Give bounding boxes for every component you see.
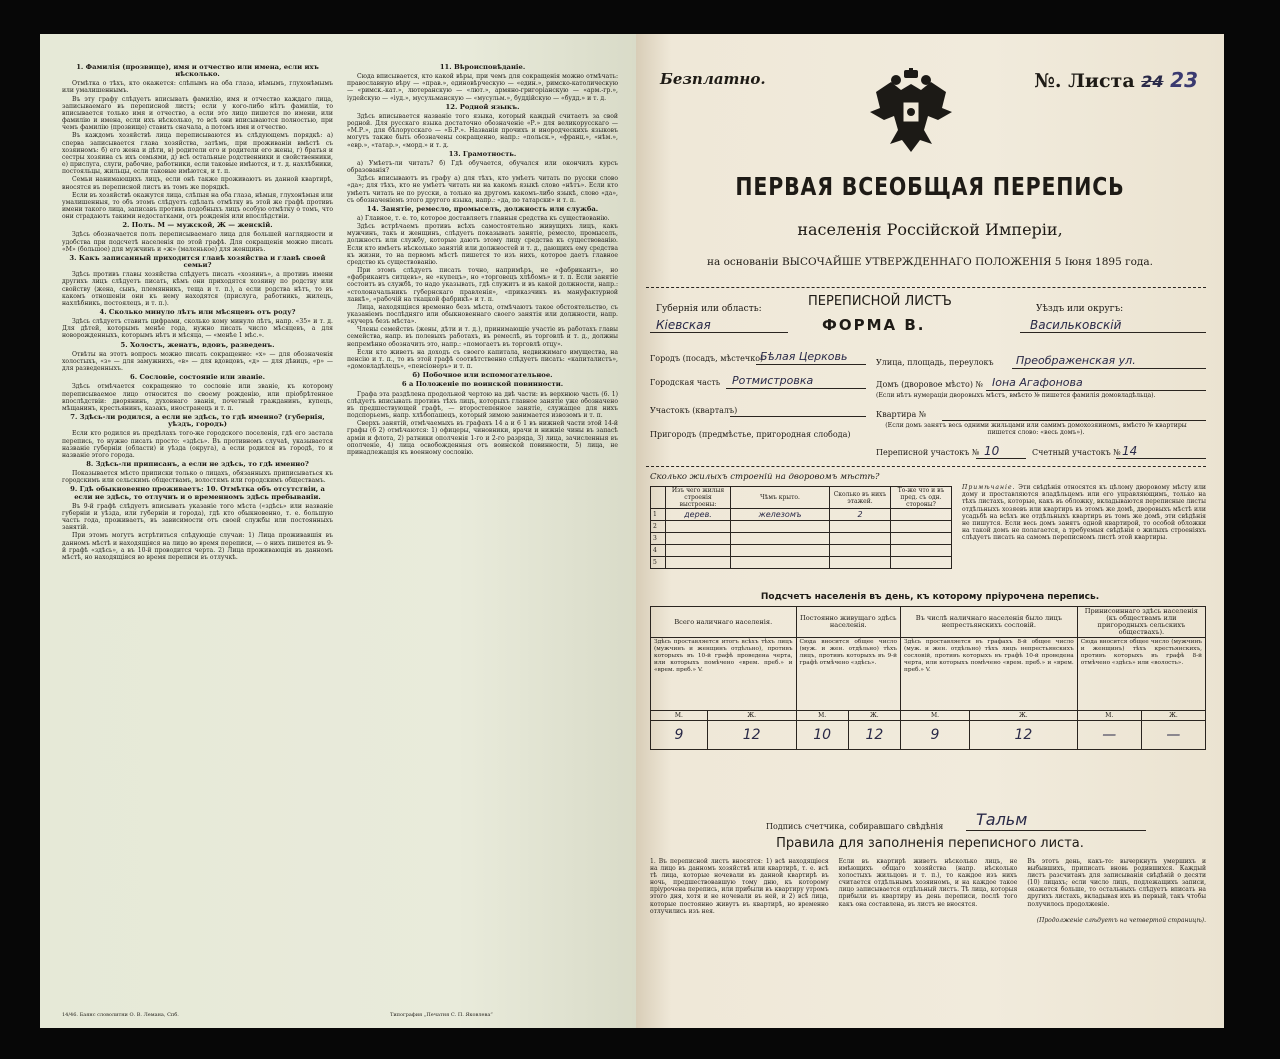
population-sex-cell: Ж. [970,711,1078,721]
chast-value: Ротмистровка [732,374,814,387]
population-notes-cell: Сюда вносится общее число (мужчинъ и женщинъ) тѣхъ крестьянскихъ, противъ которыхъ въ графѣ 8-й отмѣчено «здѣсь» или «волость». [1077,638,1205,711]
instruction-paragraph: Здѣсь вписывается названіе того языка, который каждый считаетъ за свой родной. Для русскаго языка достаточно обозначеніе «Р.» для великорусскаго — «М.Р.», для бѣлорусскаго — «Б.Р.». Названія прочихъ и инородческихъ языковъ могутъ также быть обозначены сокращенно, напр.: «польск.», «франц.», «нѣм.», «евр.», «татар.», «морд.» и т. д. [347,112,618,149]
instruction-heading: 6. Сословіе, состояніе или званіе. [129,373,265,382]
kvartira-line [942,420,1206,421]
instruction-heading: 14. Занятіе, ремесло, промыселъ, должность или служба. [366,204,599,213]
gorod-line [756,364,866,365]
population-heading: Подсчетъ населенія въ день, къ которому пріурочена перепись. [760,592,1100,602]
population-sex-cell: М. [1077,711,1141,721]
population-sex-cell: Ж. [848,711,900,721]
uchastok-line [730,416,866,417]
uezd-label: Уѣздъ или округъ: [1036,304,1124,314]
instructions-column-2 [347,62,618,992]
form-header-divider [646,287,1206,288]
population-headers-cell: Постоянно живущаго здѣсь населенія. [796,607,900,638]
instruction-paragraph: Въ каждомъ хозяйствѣ лица переписываются въ слѣдующемъ порядкѣ: а) сперва записывается глава хозяйства, затѣмъ, при проживаніи вмѣстѣ съ хозяиномъ: б) его жена и дѣти, в) родители его и родители его жены, г) братья и сестры хозяина съ ихъ семьями, д) всѣ остальные родственники и свойственники, е) прислуга, слуги, рабочие, работники, если таковые имѣются, и т. д. нахлѣбники, постояльцы, жильцы, если таковые имѣются, и т. п. [62,132,333,176]
buildings-cell-material [666,545,731,557]
population-values-cell: 9 [651,721,708,750]
instruction-paragraph: Здѣсь вписываютъ въ графу а) для тѣхъ, кто умѣетъ читать по русски слово «да»; для тѣхъ, кто не умѣетъ читать ни на какомъ языкѣ слово «нѣтъ». Если кто умѣетъ читать не по русски, а только на другомъ какомъ-либо языкѣ, слово «да», съ обозначеніемъ этого другого языка, напр.: «да, по татарски» и т. п. [347,175,618,204]
ulitsa-value: Преображенская ул. [1016,354,1136,367]
census-subtitle: населенія Россійской Имперіи, [797,220,1063,239]
population-sex-cell: М. [901,711,970,721]
buildings-row [651,509,952,521]
rules-text [650,858,1206,924]
population-headers-cell: Принисоиннаго здѣсь населенія (къ обществамъ или пригородныхъ сельскихъ обществахъ). [1077,607,1205,638]
buildings-row [651,521,952,533]
guberniya-value: Кіевская [656,318,711,332]
buildings-cell-floors [830,533,891,545]
kvartira-note: (Если домъ занятъ весь одними жильцами или самимъ домохозяиномъ, вмѣсто № квартиры пишется слово: «весь домъ»). [885,422,1187,436]
population-headers-row [651,607,1206,638]
buildings-cell-extra [891,557,952,569]
ulitsa-line [1012,368,1206,369]
buildings-cell-floors: 2 [830,509,891,521]
buildings-row [651,533,952,545]
instruction-paragraph: Члены семействъ (жены, дѣти и т. д.), принимающіе участіе въ работахъ главы семейства, напр. въ полевыхъ работахъ, въ ремеслѣ, въ торговлѣ и т. д., должны непремѣнно обозначить это, напр.: «помогаетъ въ торговлѣ отцу». [347,326,618,348]
buildings-cell-n: 5 [651,557,666,569]
instruction-paragraph: Въ эту графу слѣдуетъ вписывать фамилію, имя и отчество каждаго лица, записываемаго въ переписной листъ; если у кого-либо нѣтъ фамиліи, то вписывается только имя и отчество, а если это лицо пишется по имени, или фамилію и имена, если ихъ нѣсколько, то всѣ они вписываются полностью, при чемъ фамилію (прозвище) ставить сначала, а потомъ имя и отчество. [62,95,333,132]
instruction-heading: 2. Полъ. М — мужской, Ж — женскій. [122,221,273,230]
gorod-value: Бѣлая Церковь [760,350,848,363]
buildings-note: Примѣчаніе. Эти свѣдѣнія относятся къ цѣлому дворовому мѣсту или дому и проставляются владѣльцемъ или его управляющимъ, только на тѣхъ листахъ, которые, какъ въ обложку, вкладываются переписные листы отдѣльныхъ хозяевъ или квартиръ въ этомъ же домѣ, дворовыхъ мѣстѣ или усадьбѣ на всѣхъ же отдѣльныхъ квартиръ въ томъ же домѣ, эти свѣдѣнія не пишутся. Если весь домъ занятъ одной квартирой, то особой обложки на такой домъ не полагается, а требуемыя свѣдѣнія о жилыхъ строеніяхъ слѣдуетъ писать на самомъ переписномъ листѣ этой квартиры. [962,484,1206,542]
instruction-paragraph: При этомъ могутъ встрѣтиться слѣдующіе случаи: 1) Лица проживавшія въ данномъ мѣстѣ и находящіяся на лицо во время переписи, — о нихъ пишется въ 9-й графѣ «здѣсь», а въ 10-й проводится черта. 2) Лица проживающія въ данномъ мѣстѣ, но находящіяся во время переписи въ отлучкѣ. [62,532,333,561]
instruction-paragraph: Если въ хозяйствѣ окажутся лица, слѣпыя на оба глаза, нѣмыя, глухонѣмыя или умалишенныя, то объ этомъ слѣдуетъ сдѣлать отмѣтку въ этой же графѣ противъ имени такого лица, записавъ противъ подобныхъ лицъ особую отмѣтку о томъ, что они страдаютъ такими недостатками, отъ рожденія или впослѣдствіи. [62,191,333,221]
printing-house-credit: Типография „Печатня С. П. Яковлева“ [390,1012,493,1018]
schetny-uchastok-label: Счетный участокъ № [1032,448,1121,457]
rules-continued: (Продолженіе слѣдуетъ на четвертой страницѣ). [1036,916,1206,924]
instruction-paragraph: Здѣсь противъ главы хозяйства слѣдуетъ писать «хозяинъ», а противъ имени другихъ лицъ слѣдуетъ писать, кѣмъ они приходятся хозяину по родству или свойству (жена, сынъ, племянникъ, теща и т. п.), а если родства нѣтъ, то въ какомъ отношеніи они къ нему находятся (прислуга, работникъ, жилецъ, нахлѣбникъ, постоялецъ, и т. п.). [62,271,333,307]
form-title: ПЕРЕПИСНОЙ ЛИСТЪ [808,294,952,309]
instruction-paragraph: Отмѣтка о тѣхъ, кто окажется: слѣпымъ на оба глаза, нѣмымъ, глухонѣмымъ или умалишеннымъ. [62,80,333,95]
instruction-paragraph: Графа эта раздѣлена продольной чертою на двѣ части: въ верхнюю часть (6. 1) слѣдуетъ вписывать противъ тѣхъ лицъ, которыхъ главное занятіе уже обозначено въ предшествующей графѣ, — второстепенное занятіе, служащее для нихъ подспорьемъ, напр. хлѣбопашецъ, который зимою занимается извозомъ и т. п. [347,390,618,420]
instruction-heading: 4. Сколько минуло лѣтъ или мѣсяцевъ отъ роду? [99,308,296,316]
census-form-page [636,34,1224,1028]
instruction-paragraph: Сверхъ занятій, отмѣчаемыхъ въ графахъ 14 а и 6 1 въ нижней части этой 14-й графы (6 2) отмѣчаются: 1) офицеры, чиновники, врачи и нижніе чины въ запасѣ армiи и флота, 2) ратники ополченія 1-го и 2-го разряда, 3) лица, зачисленныя въ ополченіе, 4) лица освобожденныя отъ воинской повинности, 5) лица, не принадлежащія къ военному сословію. [347,420,618,456]
instruction-heading: 11. Вѣроисповѣданіе. [439,63,526,71]
buildings-cell-floors [830,545,891,557]
instruction-paragraph: Если кто родился въ предѣлахъ того-же городского поселенія, гдѣ его застала перепись, то нужно писать просто: «здѣсь». Въ противномъ случаѣ, указывается названіе губерніи (области) и уѣзда (округа), а если родился въ городѣ, то и названіе этого города. [62,430,333,459]
rules-title: Правила для заполненія переписного листа. [776,836,1084,851]
instruction-heading: 7. Здѣсь-ли родился, а если не здѣсь, то гдѣ именно? (губернія, уѣздъ, городъ) [70,413,325,429]
imperial-eagle-emblem [866,68,956,154]
form-letter: ФОРМА В. [822,316,926,334]
rules-column: Если въ квартирѣ живетъ нѣсколько лицъ, не имѣющихъ общаго хозяйства (напр. нѣсколько холостыхъ жильцовъ и т. п.), то каждое изъ нихъ считается отдѣльнымъ хозяиномъ, и на каждое такое лицо записывается отдѣльный листъ. Тѣ лица, которыя прибыли въ квартиру въ день переписи, послѣ того какъ она составлена, въ листъ не вносятся. [838,858,1018,908]
population-sex-cell: Ж. [1141,711,1205,721]
rules-column: 1. Въ переписной листъ вносятся: 1) всѣ находящіеся на лицо въ данномъ хозяйствѣ или квартирѣ, т. е. всѣ тѣ лица, которые ночевали въ данной квартирѣ въ ночь, предшествовавшую тому дню, къ которому пріурочена перепись, или прибыли въ квартиру утромъ этого дня, хотя и не ночевали въ ней, и 2) всѣ лица, которые постоянно живутъ въ квартирѣ, но временно отлучились изъ нея. [650,858,829,915]
printer-credit: 14/46. Баянс словолитни О. В. Лемана, Спб. [62,1012,179,1018]
legal-basis: на основаніи ВЫСОЧАЙШЕ УТВЕРЖДЕННАГО ПОЛОЖЕНІЯ 5 Іюня 1895 года. [706,256,1153,268]
population-sex-cell: М. [651,711,708,721]
census-title: ПЕРВАЯ ВСЕОБЩАЯ ПЕРЕПИСЬ [735,172,1125,201]
kvartira-label: Квартира № [876,410,927,419]
instruction-heading: 1. Фамилія (прозвище), имя и отчество или имена, если ихъ нѣсколько. [76,63,319,79]
instruction-paragraph: Сюда вписывается, кто какой вѣры, при чемъ для сокращенія можно отмѣчать: православную вѣру — «прав.», единовѣрческую — «един.», римско-католическую — «римск.-кат.», лютеранскую — «лют.», армяно-григоріанскую — «арм.-гр.», іудейскую — «іуд.», мусульманскую — «мусульм.», буддійскую — «будд.» и т. д. [347,73,618,102]
free-label: Безплатно. [660,70,766,88]
buildings-cell-n: 3 [651,533,666,545]
instruction-paragraph: а) Умѣетъ-ли читать? б) Гдѣ обучается, обучался или окончилъ курсъ образованія? [347,159,618,175]
population-values-cell: 12 [707,721,796,750]
population-notes-cell: Здѣсь проставляется итогъ всѣхъ тѣхъ лицъ (мужчинъ и женщинъ отдѣльно), противъ которыхъ въ 10-й графѣ проведена черта, или которыхъ помѣчено «врем. преб.» и «врем. преб.» V. [651,638,797,711]
population-values-cell: 12 [848,721,900,750]
population-values-cell: — [1077,721,1141,750]
left-page-instructions [40,34,636,1028]
instructions-column-1 [62,62,333,992]
chast-label: Городская часть [650,378,721,387]
buildings-row [651,545,952,557]
schetny-uchastok-value: 14 [1122,444,1138,458]
population-notes-cell: Сюда вносится общее число (муж. и жен. отдѣльно) тѣхъ лицъ, противъ которыхъ въ 9-й графѣ отмѣчено «здѣсь». [796,638,900,711]
instruction-paragraph: Въ 9-й графѣ слѣдуетъ вписывать указаніе того мѣста («здѣсь» или названіе губерніи и уѣзда, или губерніи и города), гдѣ кто обыкновенно, т. е. большую часть года, проживаетъ, въ зависимости отъ своей службы или постоянныхъ занятій. [62,502,333,532]
rules-column: Въ этотъ день, какъ-то: вычеркнуть умершихъ и выбывшихъ, приписать вновь родившихся. Каждый листъ разсчитанъ для записыванія свѣдѣній о десяти (10) лицахъ; если число лицъ, подлежащихъ записи, окажется больше, то остальныхъ слѣдуетъ вписать на другихъ листахъ, вкладывая ихъ въ первый, такъ чтобы получилось продолженіе. [1027,858,1207,908]
buildings-cell-floors [830,521,891,533]
instruction-paragraph: а) Главное, т. е. то, которое доставляетъ главныя средства къ существованію. [357,214,610,222]
dom-value: Іона Агафонова [992,376,1083,389]
counter-signature: Тальм [976,810,1028,829]
buildings-header-roof: Чѣмъ крыто. [731,487,830,509]
ulitsa-label: Улица, площадь, переулокъ [876,358,994,367]
perepisnoy-uchastok-label: Переписной участокъ № [876,448,980,457]
instruction-heading: 9. Гдѣ обыкновенно проживаетъ: 10. Отмѣтка объ отсутствіи, а если не здѣсь, то отлучнъ и о временномъ здѣсь пребываніи. [70,485,325,501]
buildings-cell-material: дерев. [666,509,731,521]
dom-label: Домъ (дворовое мѣсто) № [876,380,984,389]
instruction-heading: 5. Холостъ, женатъ, вдовъ, разведенъ. [120,340,275,349]
schetny-uchastok-line [1116,458,1206,459]
population-table [650,606,1206,750]
buildings-cell-material [666,557,731,569]
chast-line [726,388,866,389]
buildings-cell-extra [891,533,952,545]
dom-line [986,390,1206,391]
instruction-paragraph: Семьи нанимающихъ лицъ, если онѣ также проживаютъ въ данной квартирѣ, вносятся въ переписной листъ въ томъ же порядкѣ. [62,176,333,191]
perepisnoy-uchastok-value: 10 [984,444,1000,458]
gorod-label: Городъ (посадъ, мѣстечко) [650,354,764,363]
uchastok-label: Участокъ (кварталъ) [650,406,738,415]
population-notes-row [651,638,1206,711]
buildings-heading: Сколько жилыхъ строеній на дворовомъ мѣстѣ? [650,472,880,482]
buildings-cell-roof [731,521,830,533]
instruction-heading: 3. Какъ записанный приходится главѣ хозяйства и главѣ своей семьи? [69,253,326,270]
instruction-paragraph: Отвѣты на этотъ вопросъ можно писать сокращенно: «х» — для обозначенія холостыхъ, «з» — для замужнихъ, «в» — для вдовцовъ, «д» — для дѣвицъ, «р» — для разведенныхъ. [62,350,333,373]
signature-line [966,830,1146,831]
buildings-cell-roof: железомъ [731,509,830,521]
instruction-paragraph: Если кто живетъ на доходъ съ своего капитала, недвижимаго имущества, на пенсію и т. п., то въ этой графѣ соотвѣтственно слѣдуетъ писать: «капиталистъ», «домовладѣлецъ», «пенсіонеръ» и т. п. [347,348,618,371]
instruction-paragraph: Здѣсь отмѣчается сокращенно то сословіе или званіе, къ которому переписываемое лицо относится по своему рожденію, или пріобрѣтенное впослѣдствіи: дворянинъ, духовнаго званія, почетный гражданинъ, купецъ, мѣщанинъ, крестьянинъ, казакъ, иностранецъ и т. п. [62,383,333,412]
dom-note: (Если нѣтъ нумераціи дворовыхъ мѣстъ, вмѣсто № пишется фамилія домовладѣльца). [876,392,1156,399]
buildings-header-floors: Сколько въ нихъ этажей. [830,487,891,509]
buildings-header-material: Изъ чего жилыя строенія выстроены: [666,487,731,509]
buildings-cell-material [666,533,731,545]
buildings-cell-n: 1 [651,509,666,521]
buildings-row [651,557,952,569]
instruction-heading: 6 а Положеніе по воинской повинности. [401,380,564,389]
sheet-number-corrected: 23 [1170,68,1198,92]
instruction-heading: б) Побочное или вспомогательное. [412,371,553,380]
buildings-cell-extra [891,509,952,521]
population-sex-cell: Ж. [707,711,796,721]
perepisnoy-uchastok-line [976,458,1026,459]
population-values-row [651,721,1206,750]
instruction-heading: 8. Здѣсь-ли приписанъ, а если не здѣсь, то гдѣ именно? [86,459,309,468]
instruction-heading: 13. Грамотность. [448,149,517,158]
address-divider [646,466,1206,467]
population-notes-cell: Здѣсь проставляется въ графахъ 8-й общее число (муж. и жен. отдѣльно) тѣхъ лицъ непрестьянскихъ сословій, противъ которыхъ въ графѣ 10-й проведена черта, или которыхъ помѣчено «врем. преб.» и «врем. преб.» V. [901,638,1078,711]
buildings-cell-n: 4 [651,545,666,557]
buildings-cell-n: 2 [651,521,666,533]
population-sex-row [651,711,1206,721]
buildings-cell-floors [830,557,891,569]
prigorod-label: Пригородъ (предмѣстье, пригородная слобода) [650,430,851,439]
buildings-table [650,486,952,569]
population-sex-cell: М. [796,711,848,721]
buildings-header-row [651,487,952,509]
buildings-cell-extra [891,545,952,557]
instruction-paragraph: Здѣсь обозначается полъ переписываемаго лица для большей наглядности и удобства при подсчетѣ населенія по этой графѣ. Для сокращенія можно писать «М» (большое) для мужчинъ и «ж» (маленькое) для женщинъ. [62,231,333,253]
instruction-paragraph: Здѣсь слѣдуетъ ставить цифрами, сколько кому минуло лѣтъ, напр. «35» и т. д. Для дѣтей, которымъ менѣе года, нужно писать число мѣсяцевъ, а для новорожденныхъ, которымъ нѣтъ и мѣсяца, — «менѣе 1 мѣс.». [62,318,333,340]
population-headers-cell: Въ числѣ наличнаго населенія было лицъ непрестьянскихъ сословій. [901,607,1078,638]
instruction-paragraph: Показывается мѣсто приписки только о лицахъ, обязанныхъ приписываться къ городскимъ или сельскимъ обществамъ, волостямъ или городскимъ обществамъ. [62,470,333,485]
sheet-number-value: 24 [1141,72,1164,91]
buildings-cell-extra [891,521,952,533]
uezd-line [1020,332,1206,333]
buildings-cell-roof [731,533,830,545]
instruction-paragraph: При этомъ слѣдуетъ писать точно, напримѣръ, не «фабрикантъ», но «фабрикантъ ситцевъ», не «купецъ», но «торговецъ хлѣбомъ» и т. п. Если занятіе состоитъ въ службѣ, то надо указывать, гдѣ служитъ и въ какой должности, напр.: «столоначальникъ губернскаго правленія», «приказчикъ въ мануфактурной лавкѣ», «рабочій на ткацкой фабрикѣ» и т. п. [347,267,618,303]
signature-label: Подпись счетчика, собиравшаго свѣдѣнія [766,822,944,831]
guberniya-label: Губернія или область: [656,304,762,314]
guberniya-line [650,332,788,333]
buildings-cell-material [666,521,731,533]
instruction-heading: 12. Родной языкъ. [445,102,520,111]
population-values-cell: 12 [970,721,1078,750]
population-values-cell: 10 [796,721,848,750]
population-values-cell: 9 [901,721,970,750]
instruction-paragraph: Лица, находящіяся временно безъ мѣста, отмѣчаютъ такое обстоятельство, съ указаніемъ послѣдняго или обыкновеннаго своего занятія или должности, напр. «кучеръ безъ мѣста». [347,303,618,326]
population-values-cell: — [1141,721,1205,750]
population-headers-cell: Всего наличнаго населенія. [651,607,797,638]
buildings-cell-roof [731,545,830,557]
buildings-header-extra: То-же что и въ пред. съ одн. стороны? [891,487,952,509]
buildings-cell-roof [731,557,830,569]
sheet-number: №. Листа 24 23 [1034,68,1198,92]
instruction-paragraph: Здѣсь встрѣчаемъ противъ всѣхъ самостоятельно живущихъ лицъ, какъ мужчинъ, такъ и женщинъ, слѣдуетъ показывать занятіе, ремесло, промыселъ, должность или службу, которые даютъ этому лицу средства къ существованію. Если кто имѣетъ нѣсколько занятій или должностей и т. д., дающихъ ему средства къ жизни, то на первомъ мѣстѣ пишется то изъ нихъ, которое даетъ главное средство къ существованію. [347,223,618,266]
uezd-value: Васильковскій [1030,318,1122,332]
